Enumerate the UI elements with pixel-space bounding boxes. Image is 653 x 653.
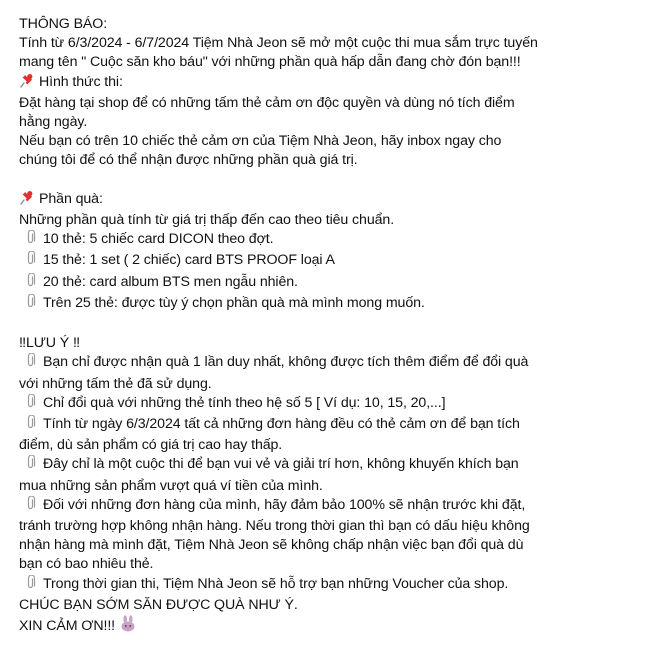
paperclip-icon [19, 575, 39, 596]
paperclip-icon [19, 251, 39, 272]
paperclip-icon [19, 230, 39, 251]
notes-heading: ‼LƯU Ý ‼ [19, 335, 80, 352]
paperclip-icon [19, 273, 39, 294]
note-item-continued: tránh trường hợp không nhận hàng. Nếu trong thời gian thì bạn có dấu hiệu không [19, 518, 530, 535]
note-item-row [19, 415, 639, 436]
prizes-heading: Phần quà: [39, 190, 103, 207]
prize-item-row [19, 230, 639, 251]
format-line: hằng ngày. [19, 114, 88, 131]
note-item-row [19, 455, 639, 476]
closing-thanks: XIN CẢM ƠN!!! [19, 618, 115, 635]
note-item-continued: điểm, dù sản phẩm có giá trị cao hay thấp. [19, 437, 283, 454]
format-heading-row [19, 73, 639, 94]
note-item: Tính từ ngày 6/3/2024 tất cả những đơn hàng đều có thẻ cảm ơn để bạn tích [43, 416, 520, 433]
prizes-heading-row [19, 190, 639, 211]
paperclip-icon [19, 294, 39, 315]
intro-line: Tính từ 6/3/2024 - 6/7/2024 Tiệm Nhà Jeon sẽ mở một cuộc thi mua sắm trực tuyến [19, 35, 538, 52]
prizes-intro: Những phần quà tính từ giá trị thấp đến cao theo tiêu chuẩn. [19, 212, 395, 229]
note-item: Chỉ đổi quà với những thẻ tính theo hệ số 5 [ Ví dụ: 10, 15, 20,...] [43, 394, 446, 411]
prize-item-row [19, 251, 639, 272]
prize-item: 15 thẻ: 1 set ( 2 chiếc) card BTS PROOF loại A [43, 252, 335, 269]
note-item: Đối với những đơn hàng của mình, hãy đảm bảo 100% sẽ nhận trước khi đặt, [43, 496, 526, 513]
note-item-continued: nhận hàng mà mình đặt, Tiệm Nhà Jeon sẽ không chấp nhận việc bạn đổi quà dù [19, 537, 524, 554]
format-line: chúng tôi để có thể nhận được những phần quà giá trị. [19, 152, 358, 169]
note-item-continued: bạn có bao nhiêu thẻ. [19, 556, 154, 573]
notice-document [19, 15, 639, 638]
format-line: Nếu bạn có trên 10 chiếc thẻ cảm ơn của Tiệm Nhà Jeon, hãy inbox ngay cho [19, 133, 502, 150]
bunny-icon [119, 615, 135, 638]
note-item-row [19, 394, 639, 415]
format-heading: Hình thức thi: [39, 73, 123, 90]
note-item-continued: mua những sản phẩm vượt quá ví tiền của mình. [19, 477, 323, 494]
note-item: Bạn chỉ được nhận quà 1 lần duy nhất, không được tích thêm điểm để đổi quà [43, 354, 529, 371]
notice-title: THÔNG BÁO: [19, 16, 108, 32]
prize-item-row [19, 294, 639, 315]
note-item: Trong thời gian thi, Tiệm Nhà Jeon sẽ hỗ trợ bạn những Voucher của shop. [43, 575, 509, 592]
paperclip-icon [19, 394, 39, 415]
pushpin-icon [19, 190, 35, 211]
paperclip-icon [19, 496, 39, 517]
note-item-continued: với những tấm thẻ đã sử dụng. [19, 375, 212, 392]
prize-item: 10 thẻ: 5 chiếc card DICON theo đợt. [43, 231, 274, 248]
closing-thanks-row [19, 615, 639, 638]
prize-item: 20 thẻ: card album BTS men ngẫu nhiên. [43, 273, 298, 290]
note-item-row [19, 496, 639, 517]
prize-list [19, 230, 639, 315]
intro-line: mang tên " Cuộc săn kho báu" với những phần quà hấp dẫn đang chờ đón bạn!!! [19, 54, 521, 71]
note-item: Đây chỉ là một cuộc thi để bạn vui vẻ và giải trí hơn, không khuyến khích bạn [43, 456, 519, 473]
prize-item-row [19, 273, 639, 294]
pushpin-icon [19, 73, 35, 94]
note-item-row [19, 353, 639, 374]
format-line: Đặt hàng tại shop để có những tấm thẻ cảm ơn độc quyền và dùng nó tích điểm [19, 94, 515, 111]
notes-list [19, 353, 639, 595]
note-item-row [19, 575, 639, 596]
paperclip-icon [19, 455, 39, 476]
paperclip-icon [19, 353, 39, 374]
prize-item: Trên 25 thẻ: được tùy ý chọn phần quà mà mình mong muốn. [43, 294, 425, 311]
paperclip-icon [19, 415, 39, 436]
closing-wish: CHÚC BẠN SỚM SĂN ĐƯỢC QUÀ NHƯ Ý. [19, 596, 298, 613]
